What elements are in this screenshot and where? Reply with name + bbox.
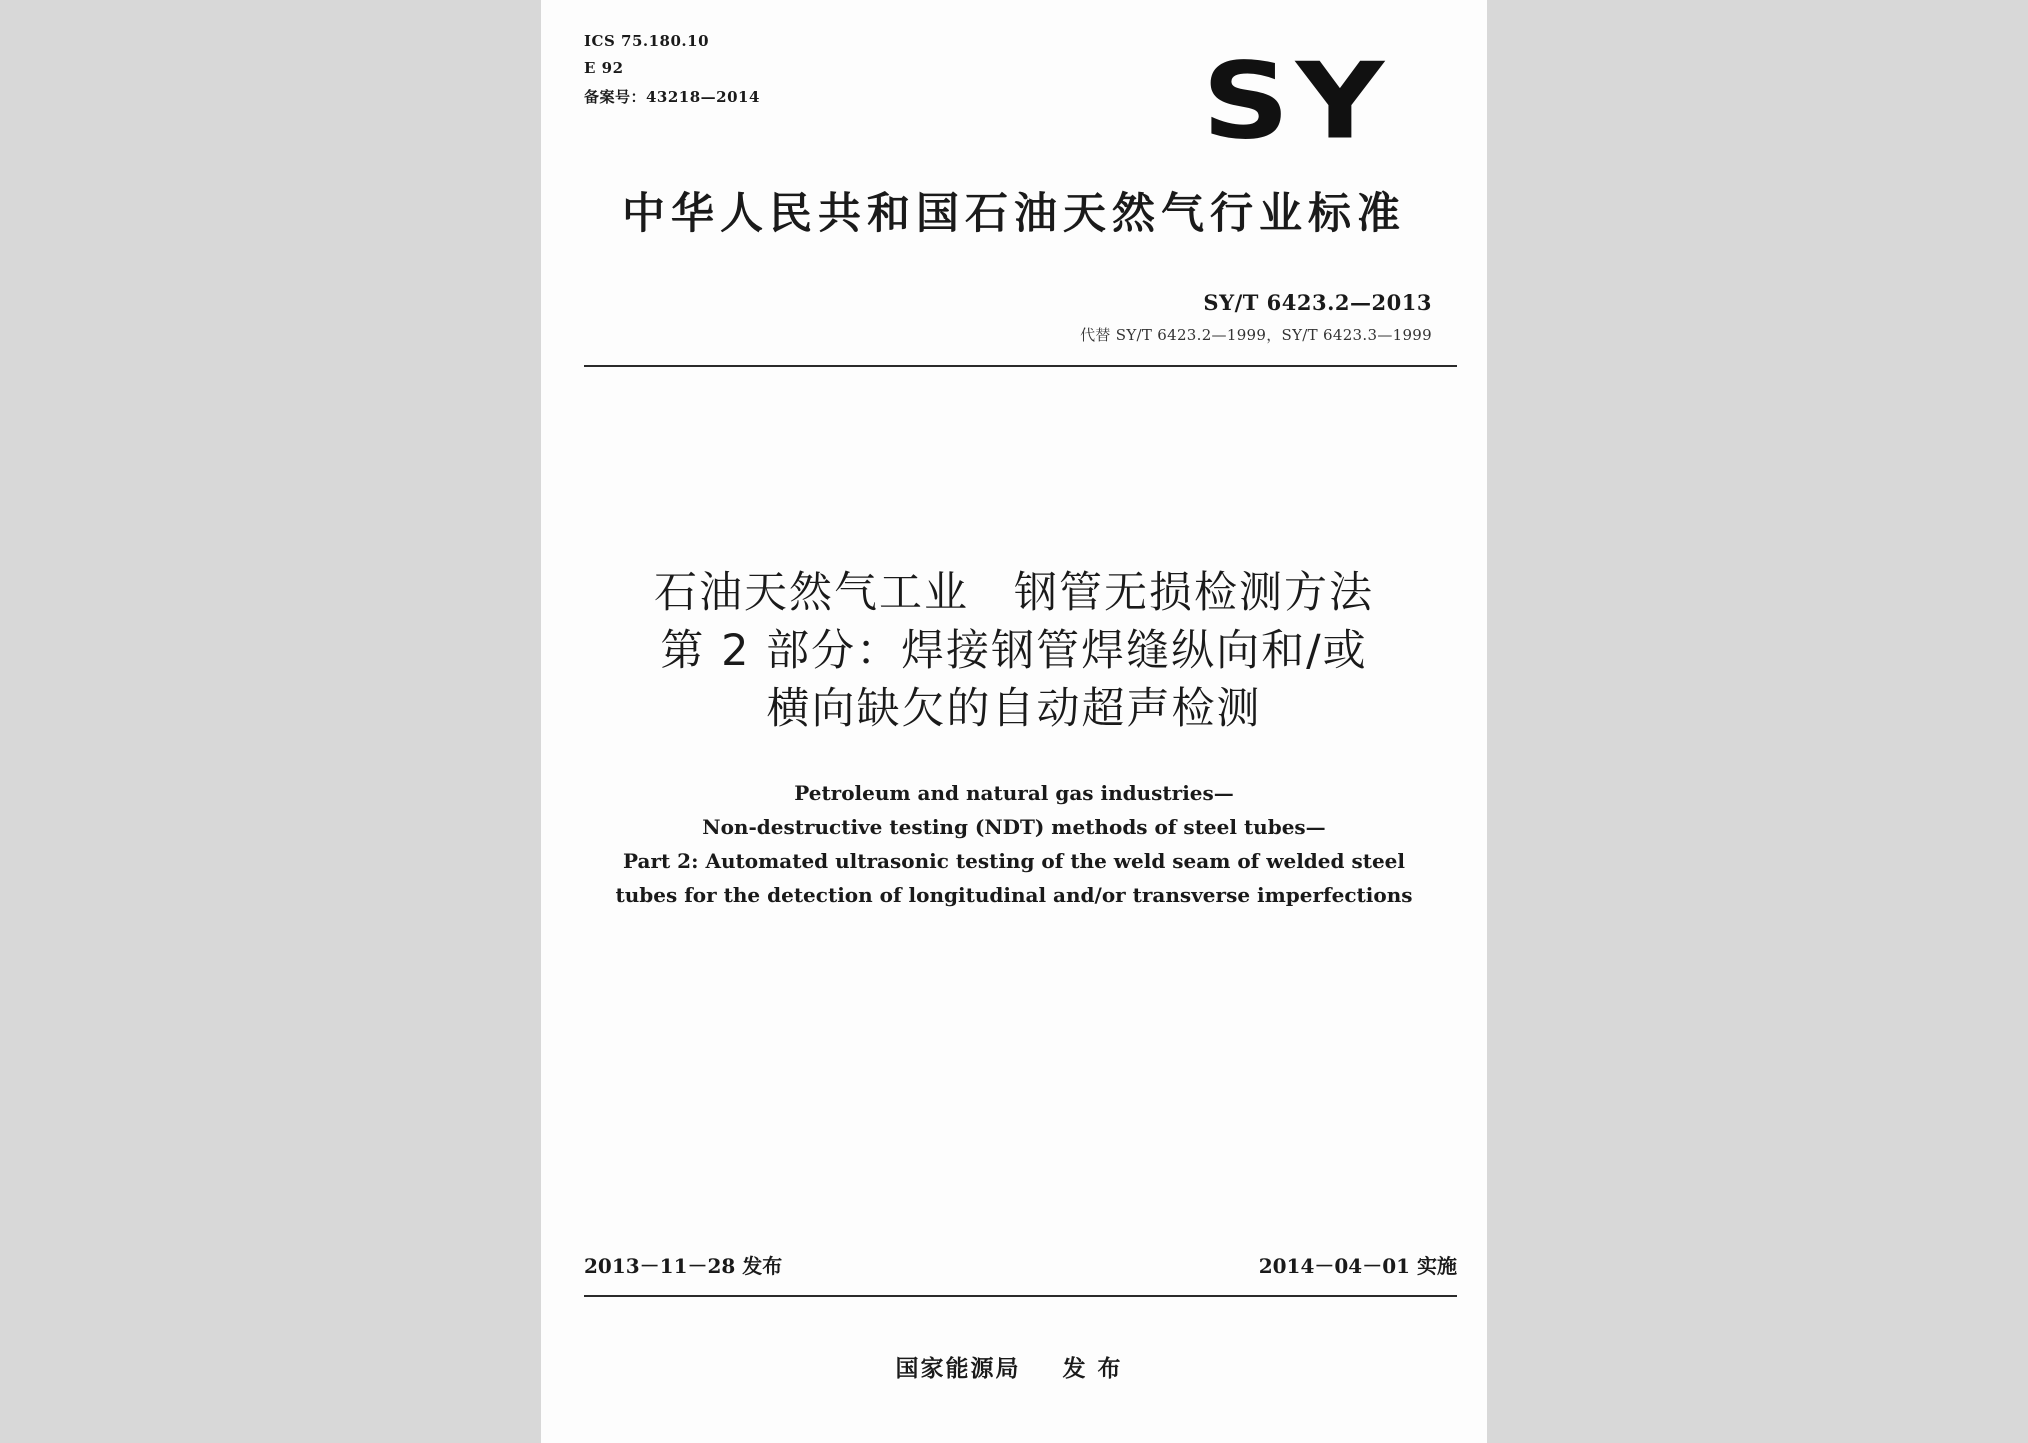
footer-divider <box>584 1295 1457 1297</box>
issue-date: 2013－11－28 发布 <box>584 1254 783 1278</box>
title-cn-line-1: 石油天然气工业 钢管无损检测方法 <box>654 568 1374 618</box>
issuer-name: 国家能源局 <box>895 1356 1021 1382</box>
title-en-line-4: tubes for the detection of longitudinal and/or transverse imperfections <box>615 883 1413 907</box>
classification-code: E 92 <box>584 59 624 77</box>
record-number: 备案号：43218—2014 <box>584 88 760 106</box>
replaces-note: 代替 SY/T 6423.2—1999，SY/T 6423.3—1999 <box>1080 326 1432 344</box>
ministry-title: 中华人民共和国石油天然气行业标准 <box>622 189 1406 239</box>
ics-code: ICS 75.180.10 <box>584 32 710 50</box>
sy-logo: SY <box>1201 40 1391 163</box>
title-en-line-1: Petroleum and natural gas industries— <box>794 781 1234 805</box>
title-en-line-3: Part 2: Automated ultrasonic testing of the weld seam of welded steel <box>622 849 1405 873</box>
title-en-line-2: Non-destructive testing (NDT) methods of steel tubes— <box>702 815 1326 839</box>
standard-code: SY/T 6423.2—2013 <box>1203 290 1432 315</box>
implementation-date: 2014－04－01 实施 <box>1258 1254 1457 1278</box>
title-cn-line-2: 第 2 部分：焊接钢管焊缝纵向和/或 <box>660 626 1368 676</box>
title-cn-line-3: 横向缺欠的自动超声检测 <box>766 684 1262 734</box>
header-divider <box>584 365 1457 367</box>
issuer-line <box>541 1350 1487 1383</box>
document-page <box>541 0 1487 1443</box>
issuer-verb: 发布 <box>1062 1356 1133 1382</box>
